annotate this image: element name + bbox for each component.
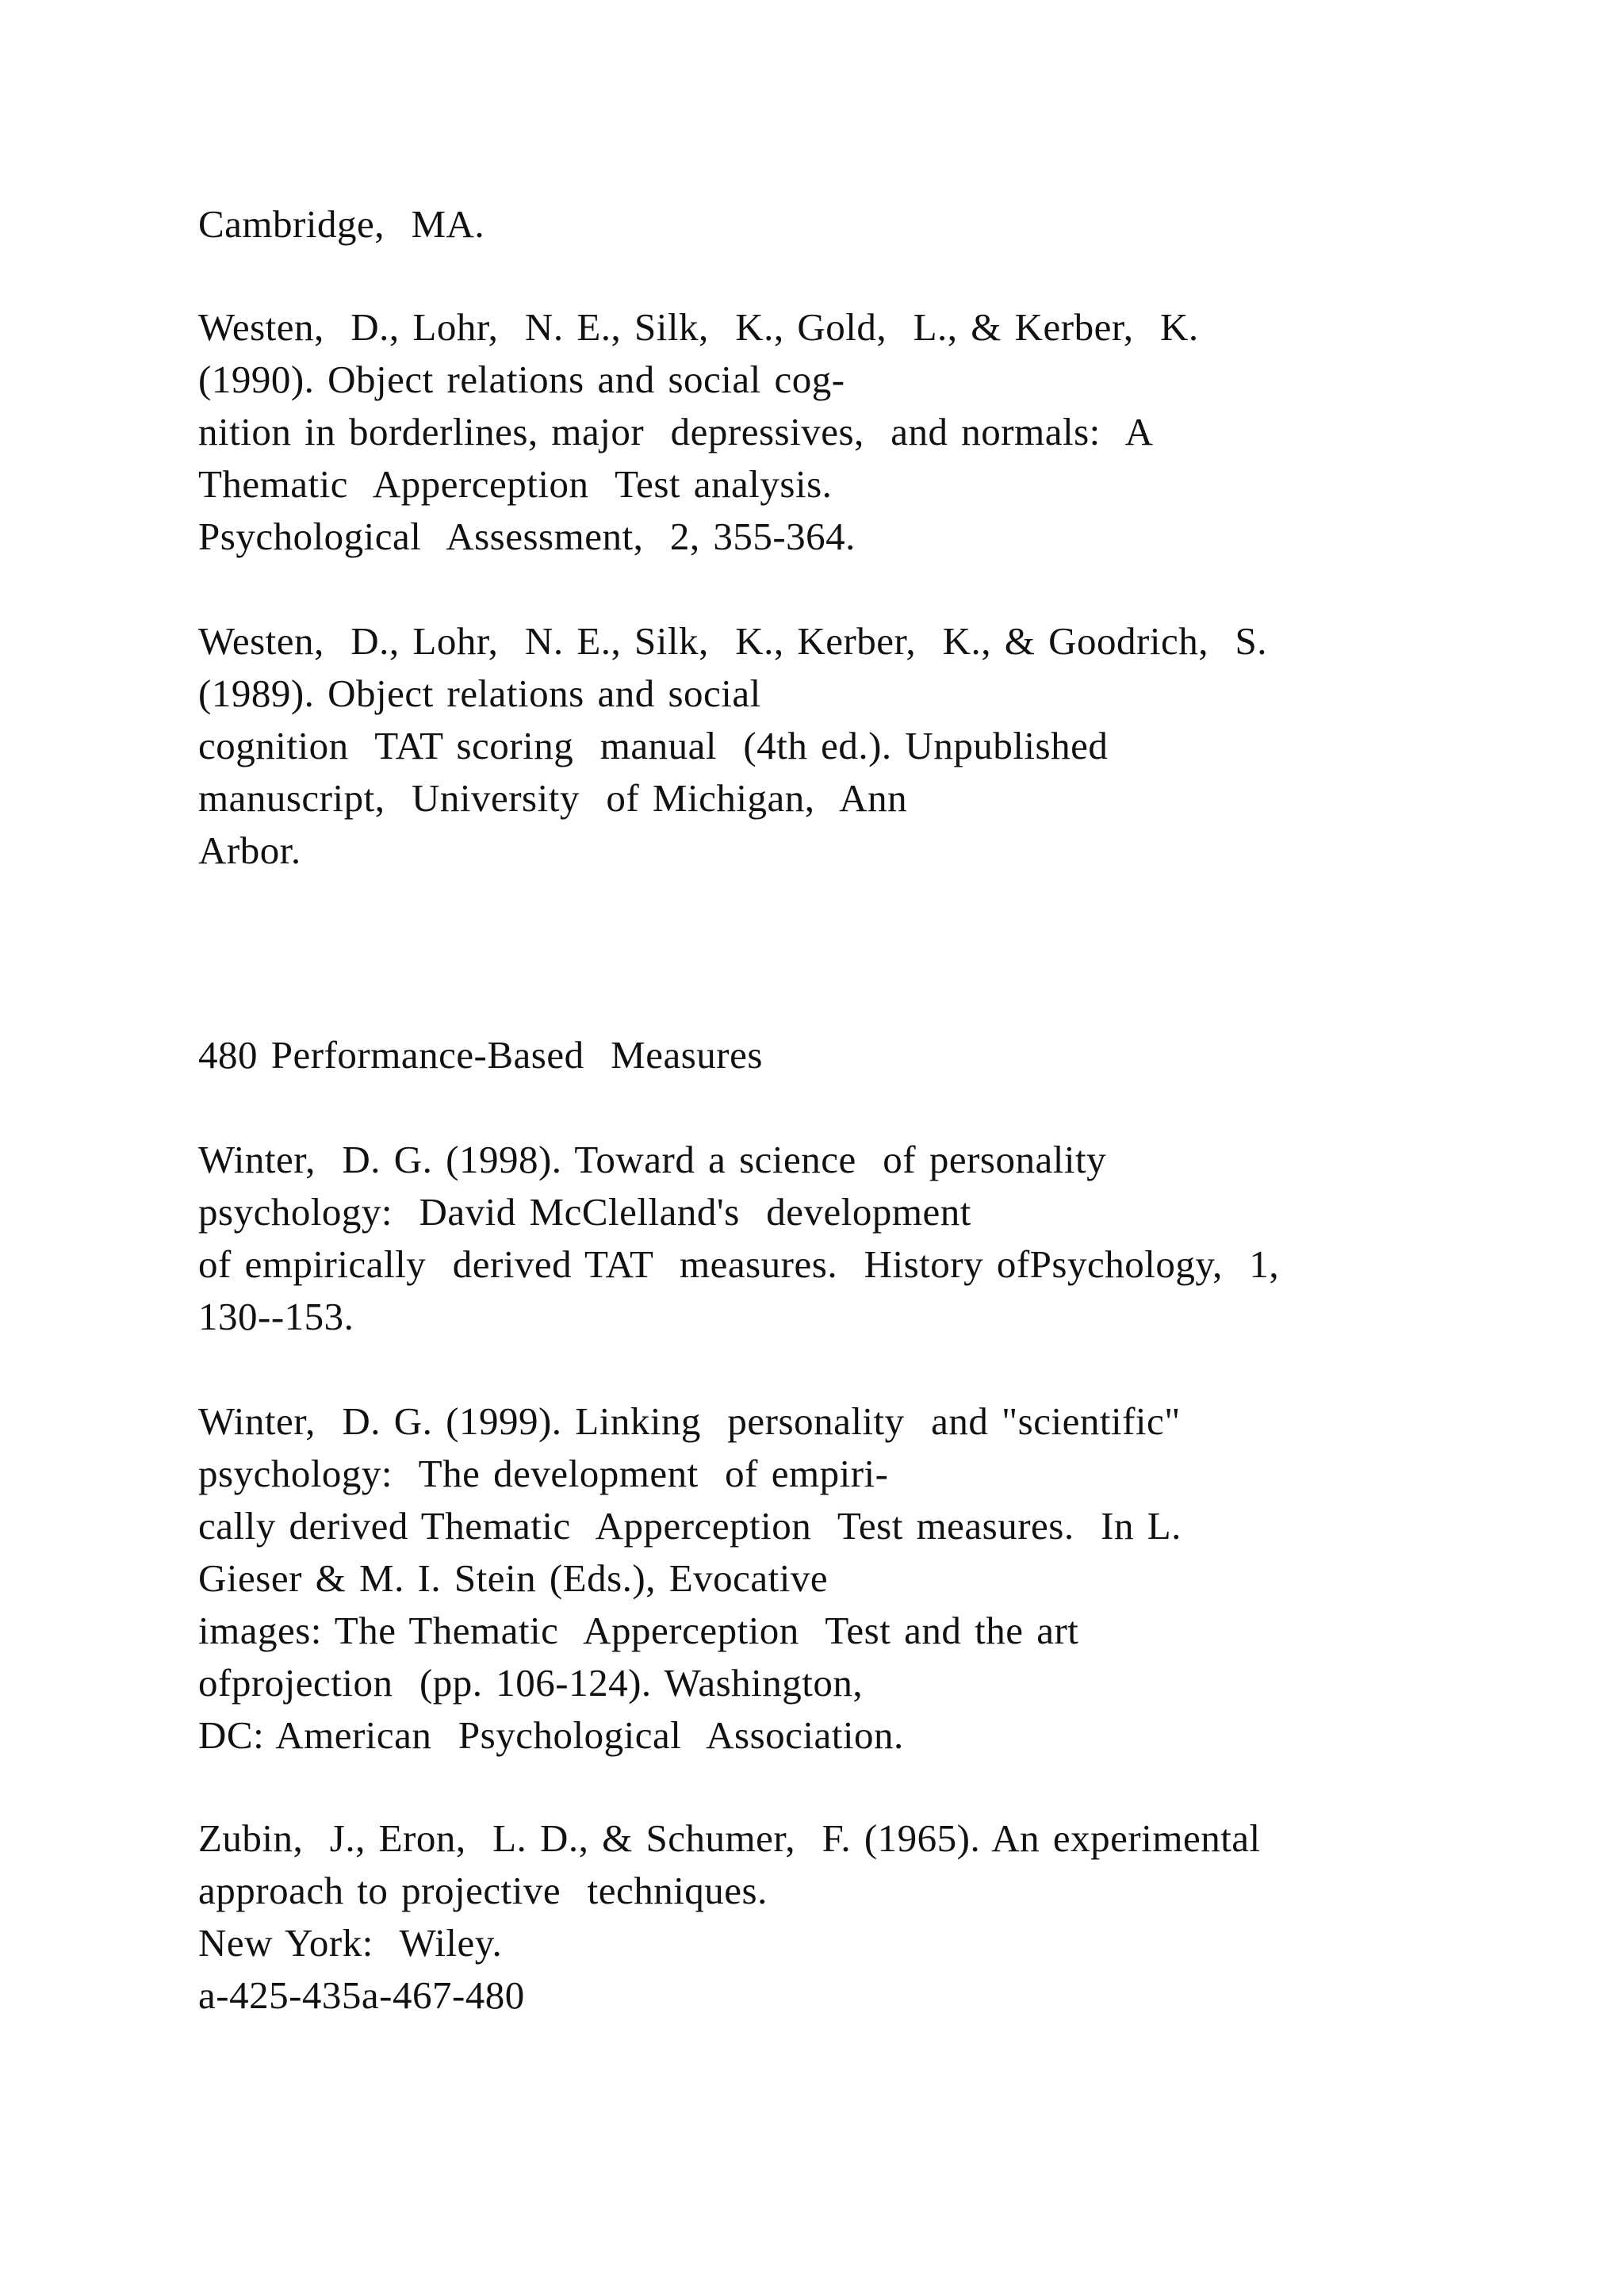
reference-continuation: Cambridge, MA. [198, 202, 485, 246]
reference-line: cally derived Thematic Apperception Test measures. In L. [198, 1504, 1182, 1548]
reference-line: images: The Thematic Apperception Test and the art [198, 1609, 1079, 1652]
reference-line: Gieser & M. I. Stein (Eds.), Evocative [198, 1556, 829, 1600]
reference-line: Winter, D. G. (1999). Linking personality and "scientific" [198, 1399, 1181, 1443]
reference-line: Psychological Assessment, 2, 355-364. [198, 515, 856, 558]
page-code: a-425-435a-467-480 [198, 1973, 525, 2017]
reference-line: Winter, D. G. (1998). Toward a science of personality [198, 1138, 1107, 1181]
reference-line: nition in borderlines, major depressives, and normals: A [198, 410, 1154, 453]
reference-line: Westen, D., Lohr, N. E., Silk, K., Gold, L., & Kerber, K. [198, 305, 1199, 349]
reference-line: psychology: David McClelland's development [198, 1190, 971, 1234]
reference-line: Westen, D., Lohr, N. E., Silk, K., Kerber, K., & Goodrich, S. [198, 619, 1267, 663]
reference-line: Arbor. [198, 828, 301, 872]
reference-line: New York: Wiley. [198, 1921, 503, 1965]
reference-line: of empirically derived TAT measures. History ofPsychology, 1, [198, 1242, 1280, 1286]
reference-line: 130--153. [198, 1295, 354, 1338]
reference-line: cognition TAT scoring manual (4th ed.). Unpublished [198, 724, 1109, 767]
reference-line: (1990). Object relations and social cog- [198, 358, 845, 401]
reference-line: Zubin, J., Eron, L. D., & Schumer, F. (1965). An experimental [198, 1816, 1261, 1860]
reference-line: approach to projective techniques. [198, 1869, 768, 1912]
reference-line: psychology: The development of empiri- [198, 1452, 889, 1495]
reference-line: ofprojection (pp. 106-124). Washington, [198, 1661, 864, 1705]
reference-line: manuscript, University of Michigan, Ann [198, 776, 908, 820]
reference-line: (1989). Object relations and social [198, 672, 761, 715]
reference-line: DC: American Psychological Association. [198, 1713, 904, 1757]
page-header: 480 Performance-Based Measures [198, 1033, 763, 1077]
reference-line: Thematic Apperception Test analysis. [198, 462, 833, 506]
